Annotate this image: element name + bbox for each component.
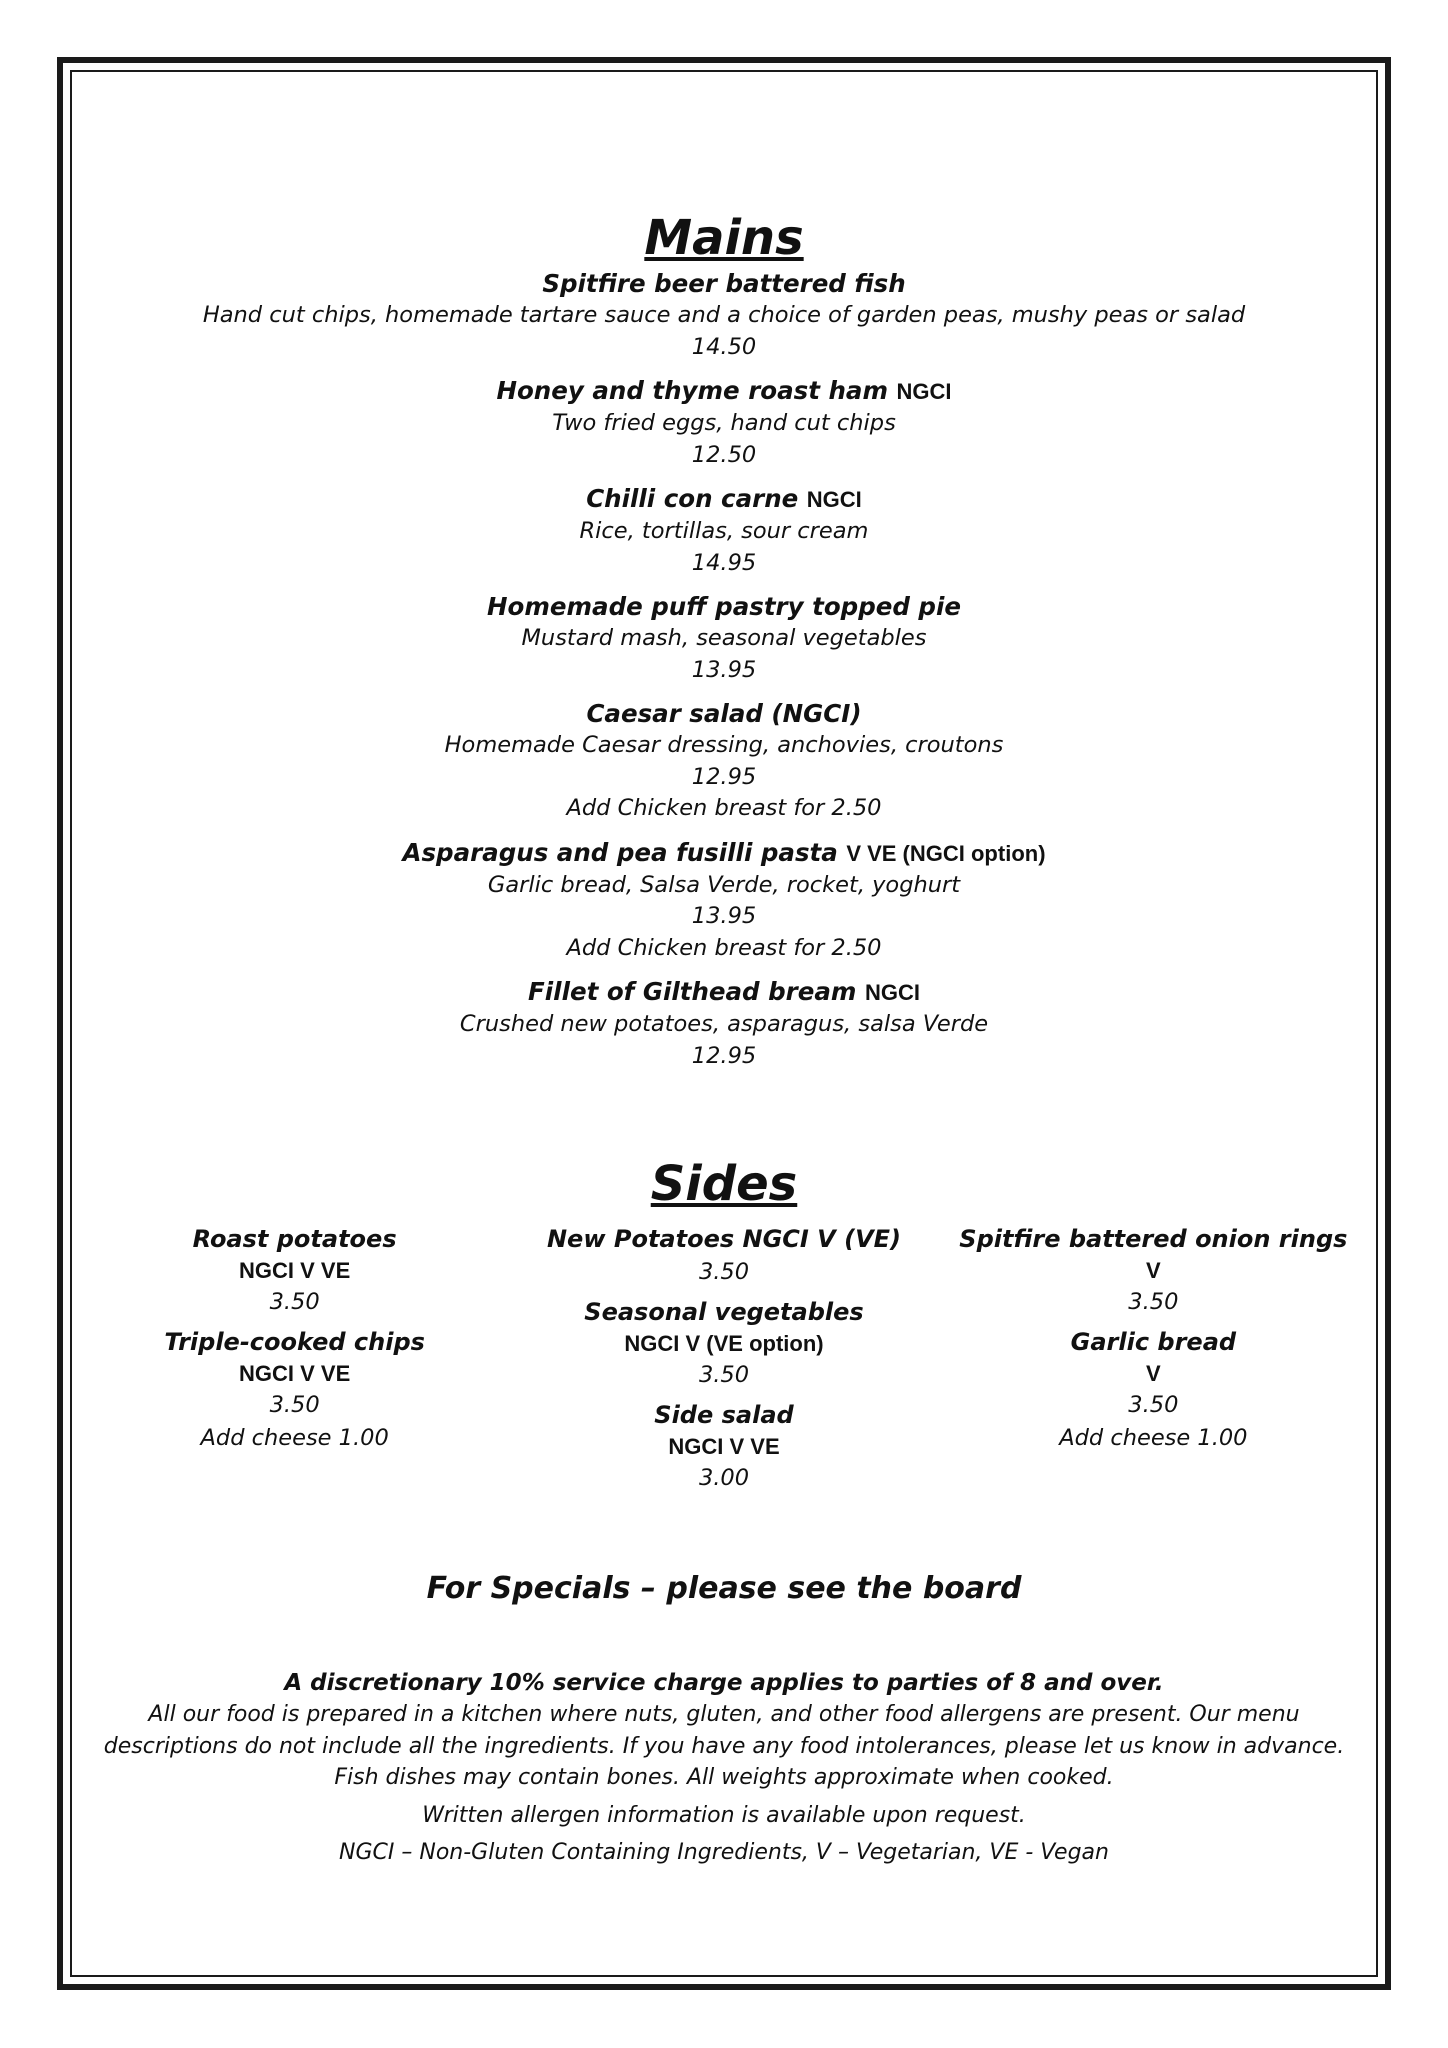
side-price: 3.50 (269, 1392, 320, 1418)
side-dietary-tags: NGCI V VE (239, 1361, 351, 1386)
dish-name-line (80, 268, 1368, 300)
dish-name-line (80, 591, 1368, 623)
dish-item (80, 976, 1368, 1072)
sides-title: Sides (650, 1156, 798, 1212)
dish-dietary-tag: NGCI (806, 487, 862, 512)
side-item (939, 1222, 1368, 1319)
side-item (509, 1222, 938, 1289)
written-allergen-info: Written allergen information is available upon request. (422, 1802, 1026, 1828)
dish-name: Homemade puff pastry topped pie (487, 592, 961, 621)
dish-name: Fillet of Gilthead bream (528, 977, 857, 1006)
dish-name-line (80, 698, 1368, 730)
dish-item (80, 483, 1368, 579)
side-name: Side salad (654, 1401, 794, 1429)
dish-price: 13.95 (691, 903, 757, 929)
dish-name: Asparagus and pea fusilli pasta (402, 837, 838, 867)
dish-description: Homemade Caesar dressing, anchovies, croutons (444, 732, 1004, 758)
mains-section (80, 208, 1368, 1072)
dietary-key: NGCI – Non-Gluten Containing Ingredients, V – Vegetarian, VE - Vegan (339, 1840, 1109, 1865)
dish-price: 12.95 (691, 1042, 757, 1069)
side-dietary-tags: V (1146, 1258, 1161, 1283)
dish-item (80, 375, 1368, 471)
side-item (509, 1398, 938, 1495)
dish-description: Hand cut chips, homemade tartare sauce and a choice of garden peas, mushy peas or salad (202, 302, 1246, 328)
dish-name-line (80, 483, 1368, 516)
sides-column (80, 1222, 509, 1501)
side-item (80, 1325, 509, 1455)
allergen-text: All our food is prepared in a kitchen where nuts, gluten, and other food allergens are present. Our menu descriptions do not include all the ingredients. If you have any food intolerances, please let us know in advance. Fish dishes may contain bones. All weights approximate when cooked. (103, 1702, 1345, 1790)
sides-section (80, 1154, 1368, 1501)
sides-column (939, 1222, 1368, 1501)
specials-note: For Specials – please see the board (426, 1571, 1022, 1606)
side-price: 3.50 (1128, 1392, 1179, 1418)
side-dietary-tags: NGCI V VE (668, 1434, 780, 1459)
dish-name: Honey and thyme roast ham (496, 376, 888, 405)
dish-addon: Add Chicken breast for 2.50 (566, 934, 882, 961)
dish-addon: Add Chicken breast for 2.50 (566, 795, 882, 821)
dish-name-line (80, 375, 1368, 408)
side-dietary-tags: NGCI V (VE option) (624, 1331, 824, 1356)
side-price: 3.50 (698, 1362, 750, 1388)
service-charge-note: A discretionary 10% service charge applies to parties of 8 and over. (284, 1670, 1164, 1696)
side-addon: Add cheese 1.00 (1059, 1425, 1248, 1451)
side-addon: Add cheese 1.00 (200, 1425, 389, 1451)
mains-list (80, 268, 1368, 1072)
sides-columns (80, 1222, 1368, 1501)
dish-item (80, 698, 1368, 825)
side-dietary-tags: NGCI V VE (239, 1258, 351, 1283)
side-name: Triple-cooked chips (164, 1328, 425, 1356)
dish-name: Caesar salad (NGCI) (586, 699, 862, 728)
sides-column (509, 1222, 938, 1501)
dish-name: Chilli con carne (586, 484, 799, 513)
dish-item (80, 837, 1368, 965)
side-price: 3.50 (269, 1289, 320, 1315)
dish-name-line (80, 837, 1368, 870)
dish-item (80, 591, 1368, 686)
side-name: Seasonal vegetables (584, 1298, 864, 1326)
dish-description: Rice, tortillas, sour cream (579, 518, 869, 544)
side-item (509, 1295, 938, 1392)
side-item (80, 1222, 509, 1319)
dish-item (80, 268, 1368, 363)
dish-dietary-tag: NGCI (896, 379, 952, 404)
dish-price: 13.95 (691, 656, 757, 683)
side-price: 3.00 (698, 1465, 750, 1491)
side-dietary-tags: V (1146, 1361, 1161, 1386)
mains-title: Mains (644, 210, 804, 266)
dish-name: Spitfire beer battered fish (542, 269, 906, 298)
dish-description: Mustard mash, seasonal vegetables (521, 625, 927, 651)
side-name: New Potatoes NGCI V (VE) (546, 1225, 902, 1253)
side-item (939, 1325, 1368, 1455)
dish-description: Two fried eggs, hand cut chips (552, 410, 896, 436)
dish-description: Crushed new potatoes, asparagus, salsa Verde (459, 1011, 989, 1037)
menu-content (80, 208, 1368, 1869)
dish-name-line (80, 976, 1368, 1009)
side-price: 3.50 (698, 1259, 750, 1285)
side-name: Garlic bread (1070, 1328, 1237, 1356)
side-name: Roast potatoes (192, 1225, 397, 1253)
dish-price: 12.95 (691, 763, 757, 790)
side-price: 3.50 (1128, 1289, 1179, 1315)
notice-section (80, 1667, 1368, 1869)
dish-description: Garlic bread, Salsa Verde, rocket, yoghurt (487, 871, 961, 898)
dish-dietary-tag: NGCI (864, 980, 920, 1005)
dish-price: 14.50 (691, 333, 757, 360)
side-name: Spitfire battered onion rings (959, 1225, 1348, 1253)
dish-price: 12.50 (691, 441, 757, 468)
dish-price: 14.95 (691, 549, 757, 576)
dish-dietary-tag: V VE (NGCI option) (846, 840, 1046, 866)
